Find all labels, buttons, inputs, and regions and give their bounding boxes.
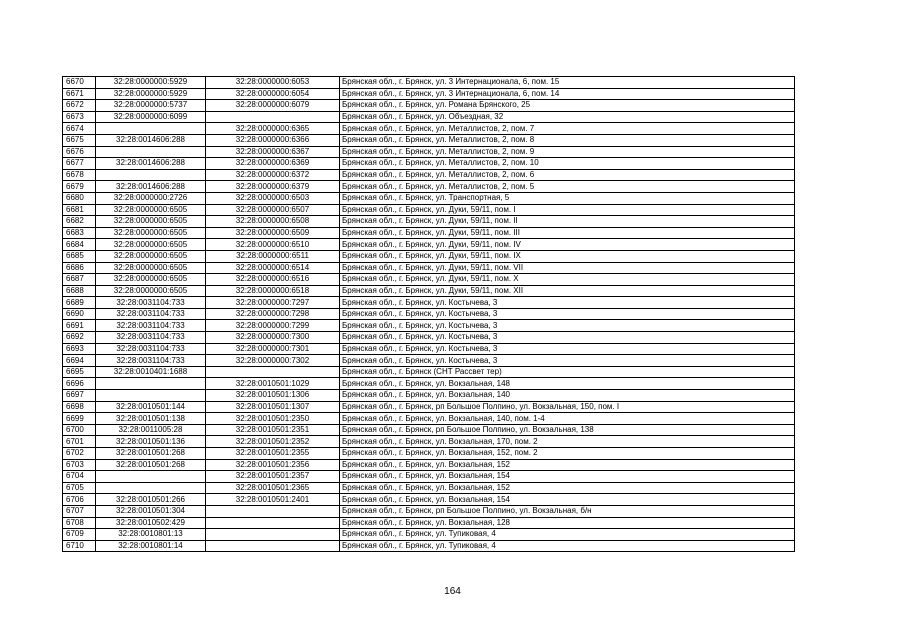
row-number-cell: 6673: [63, 111, 96, 123]
table-row: [63, 100, 795, 112]
row-number-cell: 6676: [63, 146, 96, 158]
table-row: [63, 401, 795, 413]
object-cadastral-number-cell: 32:28:0000000:6514: [206, 262, 340, 274]
address-cell: Брянская обл., г. Брянск, ул. Металлистов, 2, пом. 9: [340, 146, 795, 158]
object-cadastral-number-cell: 32:28:0010501:2357: [206, 471, 340, 483]
row-number-cell: 6675: [63, 134, 96, 146]
row-number-cell: 6674: [63, 123, 96, 135]
parcel-cadastral-number-cell: 32:28:0031104:733: [96, 297, 206, 309]
parcel-cadastral-number-cell: 32:28:0010501:266: [96, 494, 206, 506]
object-cadastral-number-cell: 32:28:0000000:6379: [206, 181, 340, 193]
row-number-cell: 6691: [63, 320, 96, 332]
address-cell: Брянская обл., г. Брянск, ул. Вокзальная, 154: [340, 471, 795, 483]
object-cadastral-number-cell: [206, 366, 340, 378]
parcel-cadastral-number-cell: 32:28:0031104:733: [96, 355, 206, 367]
address-cell: Брянская обл., г. Брянск, ул. 3 Интернационала, 6, пом. 15: [340, 77, 795, 89]
address-cell: Брянская обл., г. Брянск, ул. Дуки, 59/11, пом. VII: [340, 262, 795, 274]
page-number: 164: [444, 586, 461, 597]
row-number-cell: 6696: [63, 378, 96, 390]
address-cell: Брянская обл., г. Брянск, ул. Костычева, 3: [340, 297, 795, 309]
row-number-cell: 6677: [63, 158, 96, 170]
table-row: [63, 413, 795, 425]
table-row: [63, 424, 795, 436]
object-cadastral-number-cell: 32:28:0000000:6366: [206, 134, 340, 146]
parcel-cadastral-number-cell: 32:28:0000000:6505: [96, 262, 206, 274]
address-cell: Брянская обл., г. Брянск, ул. Вокзальная, 170, пом. 2: [340, 436, 795, 448]
table-row: [63, 250, 795, 262]
parcel-cadastral-number-cell: 32:28:0010501:268: [96, 448, 206, 460]
table-row: [63, 366, 795, 378]
address-cell: Брянская обл., г. Брянск, ул. Вокзальная, 152: [340, 482, 795, 494]
table-row: [63, 239, 795, 251]
address-cell: Брянская обл., г. Брянск, ул. Костычева, 3: [340, 355, 795, 367]
parcel-cadastral-number-cell: [96, 123, 206, 135]
row-number-cell: 6684: [63, 239, 96, 251]
address-cell: Брянская обл., г. Брянск, ул. Транспортная, 5: [340, 192, 795, 204]
row-number-cell: 6700: [63, 424, 96, 436]
address-cell: Брянская обл., г. Брянск, ул. Костычева, 3: [340, 320, 795, 332]
address-cell: Брянская обл., г. Брянск, ул. Вокзальная, 154: [340, 494, 795, 506]
table-row: [63, 482, 795, 494]
table-row: [63, 227, 795, 239]
row-number-cell: 6681: [63, 204, 96, 216]
address-cell: Брянская обл., г. Брянск, ул. Дуки, 59/11, пом. IV: [340, 239, 795, 251]
table-row: [63, 204, 795, 216]
object-cadastral-number-cell: 32:28:0010501:2355: [206, 448, 340, 460]
parcel-cadastral-number-cell: 32:28:0010501:136: [96, 436, 206, 448]
table-row: [63, 471, 795, 483]
row-number-cell: 6695: [63, 366, 96, 378]
row-number-cell: 6686: [63, 262, 96, 274]
parcel-cadastral-number-cell: 32:28:0000000:6505: [96, 216, 206, 228]
parcel-cadastral-number-cell: [96, 378, 206, 390]
object-cadastral-number-cell: [206, 517, 340, 529]
row-number-cell: 6710: [63, 540, 96, 552]
object-cadastral-number-cell: 32:28:0000000:6367: [206, 146, 340, 158]
address-cell: Брянская обл., г. Брянск, ул. Вокзальная, 148: [340, 378, 795, 390]
table-row: [63, 274, 795, 286]
address-cell: Брянская обл., г. Брянск, ул. Вокзальная, 128: [340, 517, 795, 529]
address-cell: Брянская обл., г. Брянск, ул. Дуки, 59/11, пом. IX: [340, 250, 795, 262]
parcel-cadastral-number-cell: 32:28:0000000:6505: [96, 227, 206, 239]
object-cadastral-number-cell: 32:28:0000000:7298: [206, 308, 340, 320]
table-row: [63, 436, 795, 448]
parcel-cadastral-number-cell: 32:28:0000000:6505: [96, 274, 206, 286]
parcel-cadastral-number-cell: [96, 471, 206, 483]
address-cell: Брянская обл., г. Брянск, ул. Объездная, 32: [340, 111, 795, 123]
table-row: [63, 216, 795, 228]
table-row: [63, 355, 795, 367]
address-cell: Брянская обл., г. Брянск, ул. Металлистов, 2, пом. 7: [340, 123, 795, 135]
table-row: [63, 181, 795, 193]
table-row: [63, 459, 795, 471]
table-row: [63, 505, 795, 517]
object-cadastral-number-cell: [206, 505, 340, 517]
address-cell: Брянская обл., г. Брянск, ул. Дуки, 59/11, пом. XII: [340, 285, 795, 297]
row-number-cell: 6705: [63, 482, 96, 494]
object-cadastral-number-cell: 32:28:0000000:6510: [206, 239, 340, 251]
table-row: [63, 343, 795, 355]
table-row: [63, 262, 795, 274]
object-cadastral-number-cell: 32:28:0010501:1029: [206, 378, 340, 390]
parcel-cadastral-number-cell: 32:28:0010801:14: [96, 540, 206, 552]
parcel-cadastral-number-cell: 32:28:0010401:1688: [96, 366, 206, 378]
row-number-cell: 6699: [63, 413, 96, 425]
row-number-cell: 6680: [63, 192, 96, 204]
table-row: [63, 297, 795, 309]
object-cadastral-number-cell: 32:28:0000000:6509: [206, 227, 340, 239]
parcel-cadastral-number-cell: 32:28:0010501:144: [96, 401, 206, 413]
address-cell: Брянская обл., г. Брянск, ул. Металлистов, 2, пом. 8: [340, 134, 795, 146]
parcel-cadastral-number-cell: 32:28:0031104:733: [96, 332, 206, 344]
object-cadastral-number-cell: 32:28:0000000:6518: [206, 285, 340, 297]
address-cell: Брянская обл., г. Брянск, ул. Дуки, 59/11, пом. X: [340, 274, 795, 286]
parcel-cadastral-number-cell: 32:28:0010501:304: [96, 505, 206, 517]
parcel-cadastral-number-cell: [96, 146, 206, 158]
table-row: [63, 88, 795, 100]
object-cadastral-number-cell: [206, 529, 340, 541]
table-row: [63, 169, 795, 181]
parcel-cadastral-number-cell: 32:28:0000000:5929: [96, 88, 206, 100]
object-cadastral-number-cell: 32:28:0000000:6079: [206, 100, 340, 112]
parcel-cadastral-number-cell: 32:28:0014606:288: [96, 158, 206, 170]
row-number-cell: 6688: [63, 285, 96, 297]
object-cadastral-number-cell: 32:28:0000000:6054: [206, 88, 340, 100]
object-cadastral-number-cell: 32:28:0000000:6365: [206, 123, 340, 135]
parcel-cadastral-number-cell: 32:28:0010501:138: [96, 413, 206, 425]
object-cadastral-number-cell: 32:28:0010501:1307: [206, 401, 340, 413]
address-cell: Брянская обл., г. Брянск, ул. Костычева, 3: [340, 343, 795, 355]
table-row: [63, 390, 795, 402]
address-cell: Брянская обл., г. Брянск (СНТ Рассвет тер): [340, 366, 795, 378]
row-number-cell: 6672: [63, 100, 96, 112]
parcel-cadastral-number-cell: 32:28:0000000:6505: [96, 239, 206, 251]
table-row: [63, 448, 795, 460]
address-cell: Брянская обл., г. Брянск, ул. Романа Брянского, 25: [340, 100, 795, 112]
object-cadastral-number-cell: 32:28:0010501:2350: [206, 413, 340, 425]
address-cell: Брянская обл., г. Брянск, ул. Костычева, 3: [340, 332, 795, 344]
row-number-cell: 6698: [63, 401, 96, 413]
row-number-cell: 6670: [63, 77, 96, 89]
object-cadastral-number-cell: 32:28:0000000:6507: [206, 204, 340, 216]
parcel-cadastral-number-cell: 32:28:0031104:733: [96, 320, 206, 332]
object-cadastral-number-cell: 32:28:0000000:7302: [206, 355, 340, 367]
parcel-cadastral-number-cell: 32:28:0000000:6505: [96, 204, 206, 216]
row-number-cell: 6694: [63, 355, 96, 367]
object-cadastral-number-cell: 32:28:0010501:2356: [206, 459, 340, 471]
row-number-cell: 6687: [63, 274, 96, 286]
address-cell: Брянская обл., г. Брянск, ул. Костычева, 3: [340, 308, 795, 320]
address-cell: Брянская обл., г. Брянск, ул. Тупиковая, 4: [340, 529, 795, 541]
row-number-cell: 6678: [63, 169, 96, 181]
row-number-cell: 6707: [63, 505, 96, 517]
table-row: [63, 308, 795, 320]
table-row: [63, 529, 795, 541]
table-row: [63, 111, 795, 123]
row-number-cell: 6689: [63, 297, 96, 309]
row-number-cell: 6682: [63, 216, 96, 228]
row-number-cell: 6685: [63, 250, 96, 262]
table-row: [63, 134, 795, 146]
object-cadastral-number-cell: 32:28:0000000:6508: [206, 216, 340, 228]
row-number-cell: 6671: [63, 88, 96, 100]
row-number-cell: 6702: [63, 448, 96, 460]
row-number-cell: 6697: [63, 390, 96, 402]
parcel-cadastral-number-cell: 32:28:0000000:5737: [96, 100, 206, 112]
row-number-cell: 6692: [63, 332, 96, 344]
object-cadastral-number-cell: 32:28:0010501:2365: [206, 482, 340, 494]
object-cadastral-number-cell: [206, 111, 340, 123]
object-cadastral-number-cell: 32:28:0000000:6372: [206, 169, 340, 181]
parcel-cadastral-number-cell: 32:28:0031104:733: [96, 343, 206, 355]
parcel-cadastral-number-cell: 32:28:0010801:13: [96, 529, 206, 541]
address-cell: Брянская обл., г. Брянск, ул. Металлистов, 2, пом. 6: [340, 169, 795, 181]
object-cadastral-number-cell: 32:28:0000000:7300: [206, 332, 340, 344]
parcel-cadastral-number-cell: [96, 169, 206, 181]
object-cadastral-number-cell: 32:28:0000000:7301: [206, 343, 340, 355]
parcel-cadastral-number-cell: [96, 390, 206, 402]
object-cadastral-number-cell: 32:28:0010501:1306: [206, 390, 340, 402]
address-cell: Брянская обл., г. Брянск, ул. Металлистов, 2, пом. 5: [340, 181, 795, 193]
parcel-cadastral-number-cell: 32:28:0014606:288: [96, 181, 206, 193]
parcel-cadastral-number-cell: 32:28:0010501:268: [96, 459, 206, 471]
address-cell: Брянская обл., г. Брянск, рп Большое Полпино, ул. Вокзальная, 138: [340, 424, 795, 436]
object-cadastral-number-cell: 32:28:0010501:2352: [206, 436, 340, 448]
address-cell: Брянская обл., г. Брянск, рп Большое Полпино, ул. Вокзальная, б/н: [340, 505, 795, 517]
object-cadastral-number-cell: 32:28:0000000:6503: [206, 192, 340, 204]
row-number-cell: 6708: [63, 517, 96, 529]
parcel-cadastral-number-cell: 32:28:0014606:288: [96, 134, 206, 146]
table-row: [63, 146, 795, 158]
address-cell: Брянская обл., г. Брянск, ул. Вокзальная, 140, пом. 1-4: [340, 413, 795, 425]
parcel-cadastral-number-cell: 32:28:0031104:733: [96, 308, 206, 320]
table-row: [63, 320, 795, 332]
cadastral-table: [62, 76, 795, 552]
row-number-cell: 6690: [63, 308, 96, 320]
address-cell: Брянская обл., г. Брянск, ул. Вокзальная, 140: [340, 390, 795, 402]
table-body: [63, 77, 795, 552]
address-cell: Брянская обл., г. Брянск, ул. 3 Интернационала, 6, пом. 14: [340, 88, 795, 100]
address-cell: Брянская обл., г. Брянск, ул. Тупиковая, 4: [340, 540, 795, 552]
address-cell: Брянская обл., г. Брянск, ул. Дуки, 59/11, пом. II: [340, 216, 795, 228]
table-row: [63, 332, 795, 344]
row-number-cell: 6693: [63, 343, 96, 355]
object-cadastral-number-cell: [206, 540, 340, 552]
object-cadastral-number-cell: 32:28:0000000:6511: [206, 250, 340, 262]
parcel-cadastral-number-cell: 32:28:0000000:5929: [96, 77, 206, 89]
row-number-cell: 6701: [63, 436, 96, 448]
row-number-cell: 6709: [63, 529, 96, 541]
address-cell: Брянская обл., г. Брянск, ул. Дуки, 59/11, пом. I: [340, 204, 795, 216]
table-row: [63, 158, 795, 170]
table-row: [63, 517, 795, 529]
address-cell: Брянская обл., г. Брянск, рп Большое Полпино, ул. Вокзальная, 150, пом. I: [340, 401, 795, 413]
address-cell: Брянская обл., г. Брянск, ул. Металлистов, 2, пом. 10: [340, 158, 795, 170]
object-cadastral-number-cell: 32:28:0000000:6053: [206, 77, 340, 89]
parcel-cadastral-number-cell: 32:28:0010502:429: [96, 517, 206, 529]
row-number-cell: 6704: [63, 471, 96, 483]
table-row: [63, 123, 795, 135]
object-cadastral-number-cell: 32:28:0000000:6516: [206, 274, 340, 286]
parcel-cadastral-number-cell: 32:28:0000000:6505: [96, 250, 206, 262]
table-row: [63, 540, 795, 552]
row-number-cell: 6679: [63, 181, 96, 193]
row-number-cell: 6703: [63, 459, 96, 471]
table-row: [63, 494, 795, 506]
address-cell: Брянская обл., г. Брянск, ул. Вокзальная, 152, пом. 2: [340, 448, 795, 460]
row-number-cell: 6706: [63, 494, 96, 506]
address-cell: Брянская обл., г. Брянск, ул. Вокзальная, 152: [340, 459, 795, 471]
object-cadastral-number-cell: 32:28:0000000:7299: [206, 320, 340, 332]
parcel-cadastral-number-cell: 32:28:0000000:2726: [96, 192, 206, 204]
parcel-cadastral-number-cell: 32:28:0000000:6505: [96, 285, 206, 297]
address-cell: Брянская обл., г. Брянск, ул. Дуки, 59/11, пом. III: [340, 227, 795, 239]
row-number-cell: 6683: [63, 227, 96, 239]
parcel-cadastral-number-cell: 32:28:0000000:6099: [96, 111, 206, 123]
table-row: [63, 192, 795, 204]
table-row: [63, 378, 795, 390]
object-cadastral-number-cell: 32:28:0000000:6369: [206, 158, 340, 170]
object-cadastral-number-cell: 32:28:0000000:7297: [206, 297, 340, 309]
object-cadastral-number-cell: 32:28:0010501:2401: [206, 494, 340, 506]
object-cadastral-number-cell: 32:28:0010501:2351: [206, 424, 340, 436]
parcel-cadastral-number-cell: [96, 482, 206, 494]
table-row: [63, 77, 795, 89]
parcel-cadastral-number-cell: 32:28:0011005:28: [96, 424, 206, 436]
table-row: [63, 285, 795, 297]
